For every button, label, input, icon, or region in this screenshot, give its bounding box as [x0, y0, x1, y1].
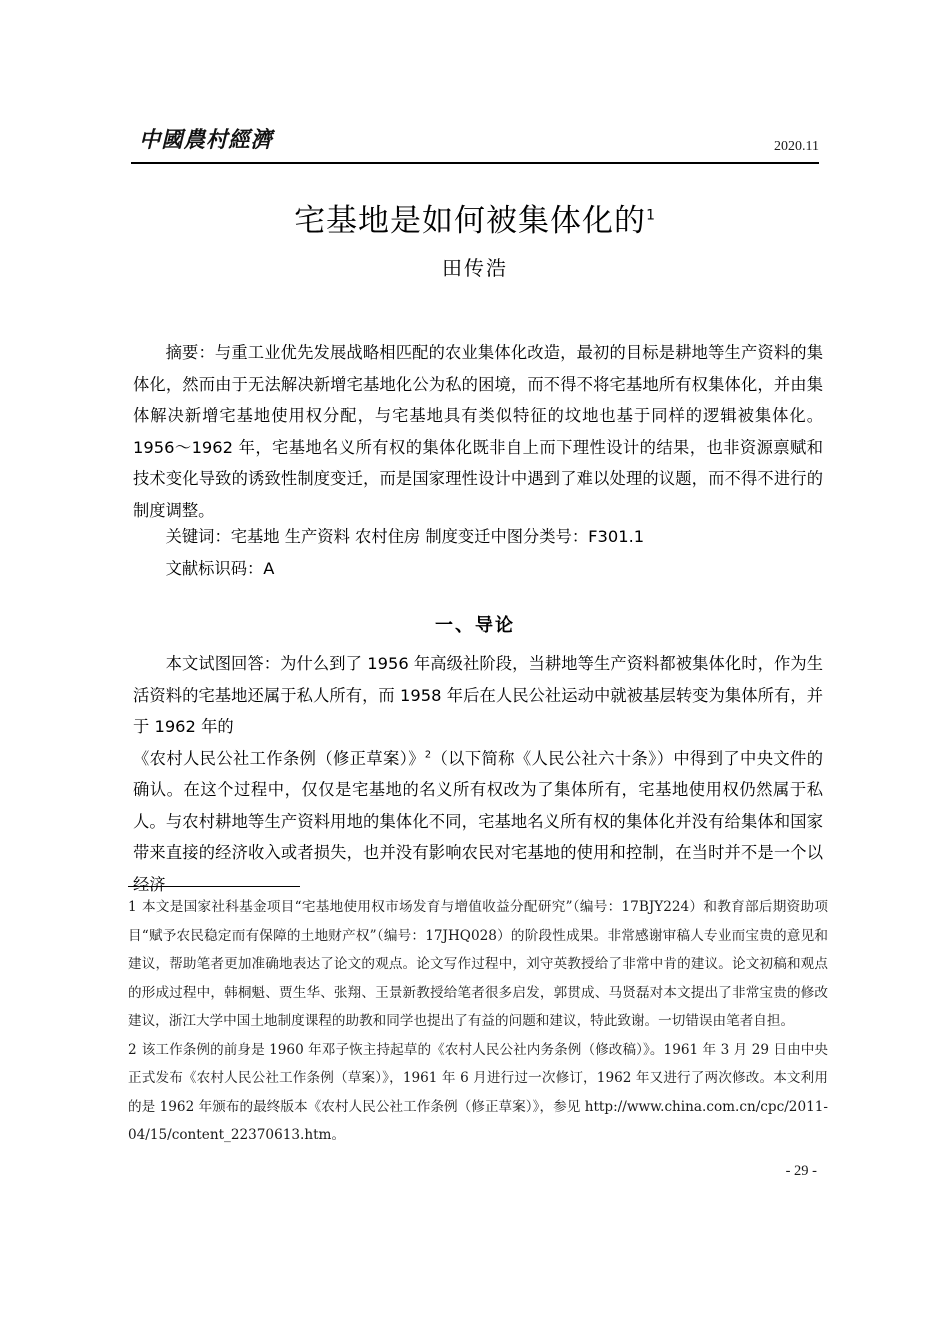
body-paragraph-1: 本文试图回答：为什么到了 1956 年高级社阶段，当耕地等生产资料都被集体化时，作为生活资料的宅基地还属于私人所有，而 1958 年后在人民公社运动中就被基层转变为集体所有，并于 1962 年的: [133, 654, 823, 736]
keywords-block: [133, 521, 823, 584]
body-footnote-marker: 2: [424, 749, 432, 761]
section-heading: 一、导论: [435, 614, 515, 636]
issue-date: 2020.11: [774, 139, 819, 154]
abstract-label: 摘要：: [165, 343, 215, 362]
title-footnote-marker: 1: [646, 207, 656, 224]
body-paragraph-2: [133, 743, 823, 901]
running-header: [131, 126, 819, 162]
footnote-2-mark: 2: [128, 1041, 137, 1058]
journal-masthead: 中國農村經濟: [139, 127, 273, 153]
footnote-item-2: [128, 1036, 828, 1150]
page-number: - 29 -: [785, 1163, 817, 1179]
section-body: [133, 648, 823, 900]
author-name: 田传浩: [442, 256, 508, 280]
abstract-block: [133, 337, 823, 526]
page-title-text: 宅基地是如何被集体化的: [294, 202, 647, 239]
footnote-1-text: 本文是国家社科基金项目“宅基地使用权市场发育与增值收益分配研究”（编号：17BJY224）和教育部后期资助项目“赋予农民稳定而有保障的土地财产权”（编号：17JHQ028）的阶段性成果。非常感谢审稿人专业而宝贵的意见和建议，帮助笔者更加准确地表达了论文的观点。论文写作过程中，刘守英教授给了非常中肯的建议。论文初稿和观点的形成过程中，韩桐魁、贾生华、张翔、王景新教授给笔者很多启发，郭贯成、马贤磊对本文提出了非常宝贵的修改建议，浙江大学中国土地制度课程的助教和同学也提出了有益的问题和建议，特此致谢。一切错误由笔者自担。: [128, 899, 828, 1029]
footnotes-block: [128, 893, 828, 1150]
page-title: [131, 199, 819, 243]
body-paragraph-2-after: （以下简称《人民公社六十条》）中得到了中央文件的确认。在这个过程中，仅仅是宅基地的名义所有权改为了集体所有，宅基地使用权仍然属于私人。与农村耕地等生产资料用地的集体化不同，宅基地名义所有权的集体化并没有给集体和国家带来直接的经济收入或者损失，也并没有影响农民对宅基地的使用和控制，在当时并不是一个以经济: [133, 748, 824, 894]
header-rule-divider: [131, 162, 819, 164]
footnote-separator: [128, 886, 300, 887]
footnote-2-text: 该工作条例的前身是 1960 年邓子恢主持起草的《农村人民公社内务条例（修改稿）》。1961 年 3 月 29 日由中央正式发布《农村人民公社工作条例（草案）》，1961 年 6 月进行过一次修订，1962 年又进行了两次修改。本文利用的是 1962 年颁布的最终版本《农村人民公社工作条例（修正草案）》，参见 http://www.china.com.cn/cpc/2011-04/15/content_22370613.htm。: [128, 1041, 828, 1143]
abstract-body: 与重工业优先发展战略相匹配的农业集体化改造，最初的目标是耕地等生产资料的集体化，然而由于无法解决新增宅基地化公为私的困境，而不得不将宅基地所有权集体化，并由集体解决新增宅基地使用权分配，与宅基地具有类似特征的坟地也基于同样的逻辑被集体化。1956～1962 年，宅基地名义所有权的集体化既非自上而下理性设计的结果，也非资源禀赋和技术变化导致的诱致性制度变迁，而是国家理性设计中遇到了难以处理的议题，而不得不进行的制度调整。: [133, 343, 823, 520]
keywords-line: 关键词：宅基地 生产资料 农村住房 制度变迁中图分类号：F301.1: [165, 527, 645, 546]
footnote-item-1: [128, 893, 828, 1036]
abstract-paragraph: [133, 337, 823, 526]
document-code-line: 文献标识码：A: [165, 558, 275, 578]
footnote-1-mark: 1: [128, 899, 137, 915]
body-paragraph-2-before: 《农村人民公社工作条例（修正草案）》: [133, 748, 425, 768]
